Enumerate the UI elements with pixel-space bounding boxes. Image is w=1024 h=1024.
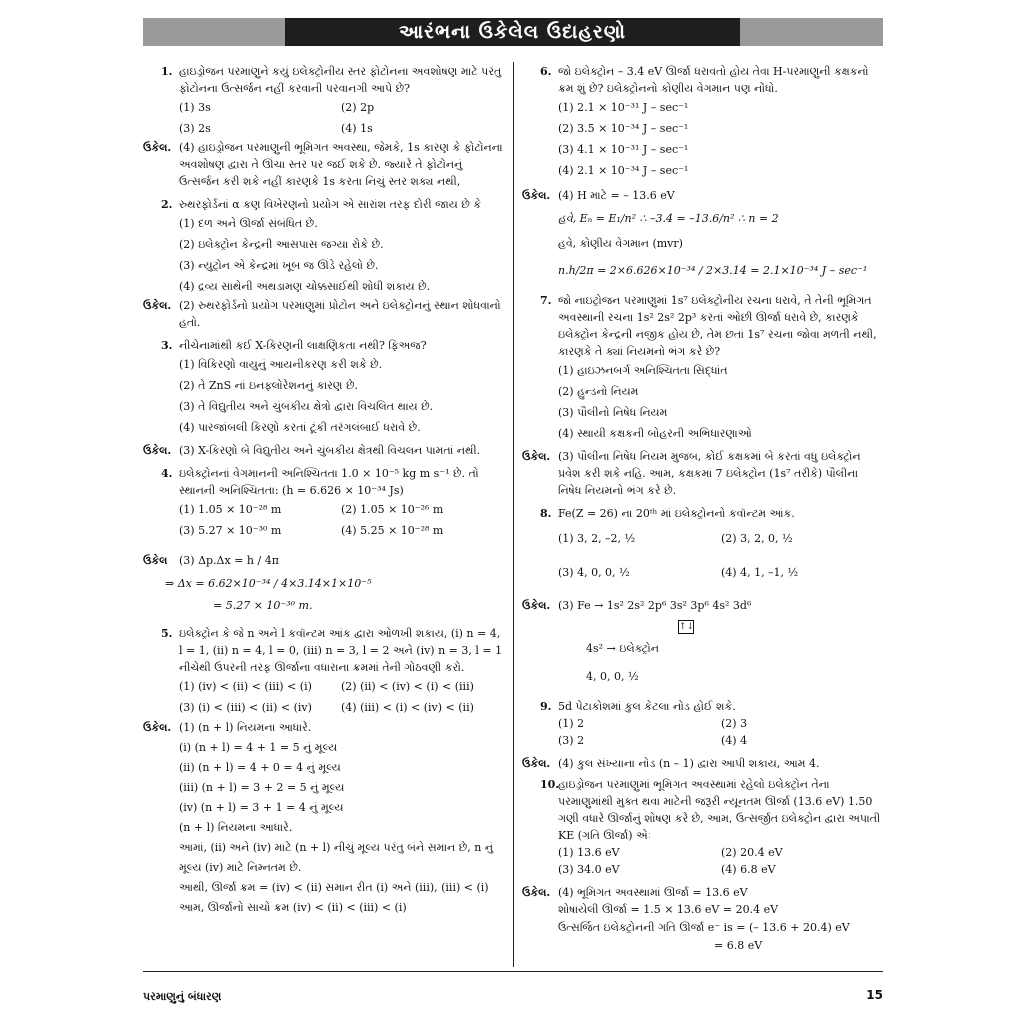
option: (2) 1.05 × 10⁻²⁶ m <box>341 503 444 516</box>
option: (1) (iv) < (ii) < (iii) < (i) <box>179 680 312 693</box>
solution-step: હવે, કોણીય વેગમાન (mvr) <box>558 237 683 250</box>
option: (1) હાઇઝનબર્ગ અનિશ્ચિતતા સિદ્ધાંત <box>558 364 728 377</box>
option: (4) 1s <box>341 122 373 135</box>
option: (3) 4.1 × 10⁻³¹ J – sec⁻¹ <box>558 143 689 156</box>
solution-step: 4s² → ઇલેક્ટ્રોન <box>586 642 659 655</box>
option: (1) 3s <box>179 101 211 114</box>
equation: હવે, Eₙ = E₁/n² ∴ –3.4 = –13.6/n² ∴ n = 2 <box>558 212 779 225</box>
option: (1) 2.1 × 10⁻³¹ J – sec⁻¹ <box>558 101 689 114</box>
solution: ઉકેલ. (1) (n + l) નિયમના આધારે. <box>143 721 312 734</box>
solution-step: (ii) (n + l) = 4 + 0 = 4 નું મૂલ્ય <box>179 761 341 774</box>
solution-step: (n + l) નિયમના આધારે. <box>179 821 293 834</box>
option: (1) વિકિરણો વાયુનું આયનીકરણ કરી શકે છે. <box>179 358 383 371</box>
question-8: 8. Fe(Z = 26) ના 20ᵗʰ માં ઇલેક્ટ્રોનનો કવૉન્ટમ આંક. <box>540 507 795 520</box>
solution: ઉકેલ. (2) રુથરફોર્ડનો પ્રયોગ પરમાણુમાં પ્રોટોન અને ઇલેક્ટ્રોનનું સ્થાન શોધવાનો હતો. <box>143 299 501 329</box>
column-divider <box>513 62 514 967</box>
option: (2) 3.5 × 10⁻³⁴ J – sec⁻¹ <box>558 122 689 135</box>
option: (1) 13.6 eV <box>558 846 620 859</box>
question-text: ઇલેક્ટ્રોનનાં વેગમાનની અનિશ્ચિતતા 1.0 × 10⁻⁵ kg m s⁻¹ છે. તો સ્થાનની અનિશ્ચિતતા: (h = 6.626 × 10⁻³⁴ Js) <box>179 467 479 497</box>
option: (4) 5.25 × 10⁻²⁸ m <box>341 524 444 537</box>
question-text: રુથરફોર્ડનાં α કણ વિખેરણનો પ્રયોગ એ સારાંશ તરફ દોરી જાય છે કે <box>179 198 482 211</box>
question-text: હાઇડ્રોજન પરમાણુને કયું ઇલેક્ટ્રોનીય સ્તર ફોટોનના અવશોષણ માટે પરંતુ ફોટોનના ઉત્સર્જન નહીં કરવાની પરવાનગી આપે છે? <box>179 65 502 95</box>
right-column <box>522 63 884 955</box>
solution: ઉકેલ. (3) પૌલીના નિષેધ નિયમ મુજબ, કોઈ કક્ષકમાં બે કરતાં વધુ ઇલેક્ટ્રોન પ્રવેશ કરી શકે નહિ. આમ, કક્ષકમાં 7 ઇલેક્ટ્રોન (1s⁷ તરીકે) પૌલીના નિષેધ નિયમનો ભંગ કરે છે. <box>522 450 861 497</box>
option: (4) 6.8 eV <box>721 863 776 876</box>
option: (3) પૌલીનો નિષેધ નિયમ <box>558 406 668 419</box>
option: (4) 4 <box>721 734 748 747</box>
solution-step: આમ, ઊર્જાનો સાચો ક્રમ (iv) < (ii) < (iii) < (i) <box>179 901 407 914</box>
option: (4) દ્રવ્ય સાથેની અથડામણ ચોક્કસાઈથી શોધી શકાય છે. <box>179 280 431 293</box>
option: (4) સ્થાયી કક્ષકની બોહરની અભિધારણાઓ <box>558 427 752 440</box>
option: (3) (i) < (iii) < (ii) < (iv) <box>179 701 312 714</box>
options <box>143 676 503 718</box>
question-5: 5. ઇલેક્ટ્રોન કે જે n અને l કવૉન્ટમ આંક દ્વારા ઓળખી શકાય, (i) n = 4, l = 1, (ii) n = 4, l = 0, (iii) n = 3, l = 2 અને (iv) n = 3, l = 1 નીચેથી ઉપરની તરફ ઊર્જાના વધારાના ક્રમમાં તેની ગોઠવણી કરો. <box>161 627 503 674</box>
option: (2) 20.4 eV <box>721 846 783 859</box>
question-text: ઇલેક્ટ્રોન કે જે n અને l કવૉન્ટમ આંક દ્વારા ઓળખી શકાય, (i) n = 4, l = 1, (ii) n = 4, l = 0, (iii) n = 3, l = 2 અને (iv) n = 3, l = 1 નીચેથી ઉપરની તરફ ઊર્જાના વધારાના ક્રમમાં તેની ગોઠવણી કરો. <box>179 627 503 674</box>
question-3: 3. નીચેનામાંથી કઈ X-કિરણની લાક્ષણિકતા નથી? ફિઅજ? <box>161 339 427 352</box>
options <box>143 354 503 438</box>
equation: ⇒ Δx = 6.62×10⁻³⁴ / 4×3.14×1×10⁻⁵ <box>165 577 372 590</box>
option: (2) (ii) < (iv) < (i) < (iii) <box>341 680 474 693</box>
option: (4) (iii) < (i) < (iv) < (ii) <box>341 701 474 714</box>
question-6: 6. જો ઇલેક્ટ્રોન – 3.4 eV ઊર્જા ધરાવતો હોય તેવા H-પરમાણુની કક્ષકનો ક્રમ શું છે? ઇલેક્ટ્રોનનો કોણીય વેગમાન પણ નોંધો. <box>540 65 869 95</box>
left-column <box>143 63 503 918</box>
option: (2) 3, 2, 0, ½ <box>721 532 793 545</box>
solution: ઉકેલ. (3) X-કિરણો બે વિદ્યુતીય અને ચુંબકીય ક્ષેત્રથી વિચલન પામતાં નથી. <box>143 444 481 457</box>
option: (3) 2s <box>179 122 211 135</box>
options <box>143 97 503 139</box>
option: (4) 4, 1, –1, ½ <box>721 566 799 579</box>
page-number: 15 <box>866 988 883 1002</box>
solution: ઉકેલ. (3) Fe → 1s² 2s² 2p⁶ 3s² 3p⁶ 4s² 3d⁶ <box>522 599 752 612</box>
option: (1) 3, 2, –2, ½ <box>558 532 636 545</box>
question-text: જો નાઇટ્રોજન પરમાણુમાં 1s⁷ ઇલેક્ટ્રોનીય રચના ધરાવે, તે તેની ભૂમિગત અવસ્થાની રચના 1s² 2s² 2p³ કરતાં ઓછી ઊર્જા ધરાવે છે, કારણકે ઇલેક્ટ્રોન કેન્દ્રની નજીક હોય છે, તેમ છતાં 1s⁷ રચના જોવા મળતી નથી, કારણકે તે ક્યાં નિયમનો ભંગ કરે છે? <box>558 294 877 358</box>
question-7: 7. જો નાઇટ્રોજન પરમાણુમાં 1s⁷ ઇલેક્ટ્રોનીય રચના ધરાવે, તે તેની ભૂમિગત અવસ્થાની રચના 1s² 2s² 2p³ કરતાં ઓછી ઊર્જા ધરાવે છે, કારણકે ઇલેક્ટ્રોન કેન્દ્રની નજીક હોય છે, તેમ છતાં 1s⁷ રચના જોવા મળતી નથી, કારણકે તે ક્યાં નિયમનો ભંગ કરે છે? <box>540 294 877 358</box>
solution: ઉકેલ. (4) કુલ સંખ્યાના નોડ (n – 1) દ્વારા આપી શકાય, આમ 4. <box>522 757 820 770</box>
option: (2) તે ZnS નાં ઇનફ્લોરેશનનું કારણ છે. <box>179 379 358 392</box>
question-text: Fe(Z = 26) ના 20ᵗʰ માં ઇલેક્ટ્રોનનો કવૉન્ટમ આંક. <box>558 507 795 520</box>
solution: ઉકેલ. (4) હાઇડ્રોજન પરમાણુની ભૂમિગત અવસ્થા, જેમકે, 1s કારણ કે ફોટોનના અવશોષણ દ્વારા તે ઊંચા સ્તર પર જઈ શકે છે. જ્યારે તે ફોટોનનું ઉત્સર્જન કરી શકે નહીં કારણકે 1s કરતા નિચું સ્તર શક્ય નથી, <box>143 141 503 188</box>
options <box>143 213 503 297</box>
solution: ઉકેલ. (4) H માટે = – 13.6 eV <box>522 189 675 202</box>
options <box>522 360 884 444</box>
solution-step: 4, 0, 0, ½ <box>586 670 639 683</box>
option: (2) ઇલેક્ટ્રોન કેન્દ્રની આસપાસ જગ્યા રોકે છે. <box>179 238 384 251</box>
page-title: આરંભના ઉકેલેલ ઉદાહરણો <box>285 18 740 46</box>
option: (3) 4, 0, 0, ½ <box>558 566 630 579</box>
orbital-box-row <box>522 616 884 636</box>
question-1: 1. હાઇડ્રોજન પરમાણુને કયું ઇલેક્ટ્રોનીય સ્તર ફોટોનના અવશોષણ માટે પરંતુ ફોટોનના ઉત્સર્જન નહીં કરવાની પરવાનગી આપે છે? <box>161 65 502 95</box>
option: (2) 2p <box>341 101 375 114</box>
option: (1) 1.05 × 10⁻²⁸ m <box>179 503 282 516</box>
question-text: હાઇડ્રોજન પરમાણુમાં ભૂમિગત અવસ્થામાં રહેલો ઇલેક્ટ્રોન તેના પરમાણુમાંથી મુક્ત થવા માટેની જરૂરી ન્યૂનતમ ઊર્જા (13.6 eV) 1.50 ગણી વધારે ઊર્જાનું શોષણ કરે છે, આમ, ઉત્સર્જીત ઇલેક્ટ્રોન દ્વારા અપાતી KE (ગતિ ઊર્જા) એઃ <box>558 778 881 842</box>
option: (3) તે વિદ્યુતીય અને ચુંબકીય ક્ષેત્રો દ્વારા વિચલિત થાય છે. <box>179 400 434 413</box>
question-10: 10. હાઇડ્રોજન પરમાણુમાં ભૂમિગત અવસ્થામાં રહેલો ઇલેક્ટ્રોન તેના પરમાણુમાંથી મુક્ત થવા માટેની જરૂરી ન્યૂનતમ ઊર્જા (13.6 eV) 1.50 ગણી વધારે ઊર્જાનું શોષણ કરે છે, આમ, ઉત્સર્જીત ઇલેક્ટ્રોન દ્વારા અપાતી KE (ગતિ ઊર્જા) એઃ <box>540 778 881 842</box>
option: (4) 2.1 × 10⁻³⁴ J – sec⁻¹ <box>558 164 689 177</box>
solution-step: (iii) (n + l) = 3 + 2 = 5 નું મૂલ્ય <box>179 781 345 794</box>
question-text: જો ઇલેક્ટ્રોન – 3.4 eV ઊર્જા ધરાવતો હોય તેવા H-પરમાણુની કક્ષકનો ક્રમ શું છે? ઇલેક્ટ્રોનનો કોણીય વેગમાન પણ નોંધો. <box>558 65 869 95</box>
question-2: 2. રુથરફોર્ડનાં α કણ વિખેરણનો પ્રયોગ એ સારાંશ તરફ દોરી જાય છે કે <box>161 198 482 211</box>
solution-step: આમાં, (ii) અને (iv) માટે (n + l) નીચું મૂલ્ય પરંતુ બંને સમાન છે, n નું મૂલ્ય (iv) માટે નિમ્નતમ છે. <box>179 841 494 874</box>
option: (1) 2 <box>558 717 585 730</box>
solution-step: ઉત્સર્જિત ઇલેક્ટ્રોનની ગતિ ઊર્જા e⁻ is = (– 13.6 + 20.4) eV <box>558 921 850 934</box>
option: (4) પારજાંબલી કિરણો કરતાં ટૂંકી તરંગલંબાઈ ધરાવે છે. <box>179 421 421 434</box>
option: (3) 34.0 eV <box>558 863 620 876</box>
chapter-title: પરમાણુનું બંધારણ <box>143 990 222 1003</box>
option: (3) 5.27 × 10⁻³⁰ m <box>179 524 282 537</box>
question-9: 9. 5d પેટાકોશમાં કુલ કેટલા નોડ હોઈ શકે. <box>540 700 736 713</box>
equation: n.h/2π = 2×6.626×10⁻³⁴ / 2×3.14 = 2.1×10⁻³⁴ J – sec⁻¹ <box>558 264 868 277</box>
solution-step: શોષાયેલી ઊર્જા = 1.5 × 13.6 eV = 20.4 eV <box>558 903 779 916</box>
option: (2) 3 <box>721 717 748 730</box>
option: (3) ન્યુટ્રોન એ કેન્દ્રમાં ખૂબ જ ઊંડે રહેલો છે. <box>179 259 379 272</box>
solution-step: = 6.8 eV <box>714 939 763 952</box>
solution: ઉકેલ (3) Δp.Δx = h / 4π <box>143 554 279 567</box>
solution-step: (i) (n + l) = 4 + 1 = 5 નું મૂલ્ય <box>179 741 338 754</box>
orbital-box: ↑↓ <box>679 622 695 632</box>
question-4: 4. ઇલેક્ટ્રોનનાં વેગમાનની અનિશ્ચિતતા 1.0 × 10⁻⁵ kg m s⁻¹ છે. તો સ્થાનની અનિશ્ચિતતા: (h = 6.626 × 10⁻³⁴ Js) <box>161 467 479 497</box>
question-text: 5d પેટાકોશમાં કુલ કેટલા નોડ હોઈ શકે. <box>558 700 736 713</box>
options <box>522 522 884 590</box>
options <box>522 844 884 878</box>
options <box>143 499 503 541</box>
solution-step: આથી, ઊર્જા ક્રમ = (iv) < (ii) સમાન રીત (i) અને (iii), (iii) < (i) <box>179 881 489 894</box>
options <box>522 97 884 181</box>
question-text: નીચેનામાંથી કઈ X-કિરણની લાક્ષણિકતા નથી? ફિઅજ? <box>179 339 427 352</box>
equation: = 5.27 × 10⁻³⁰ m. <box>213 599 313 612</box>
option: (2) હુન્ડનો નિયમ <box>558 385 639 398</box>
solution: ઉકેલ. (4) ભૂમિગત અવસ્થામાં ઊર્જા = 13.6 eV <box>522 886 748 899</box>
option: (3) 2 <box>558 734 585 747</box>
option: (1) દળ અને ઊર્જા સંબંધિત છે. <box>179 217 318 230</box>
solution-step: (iv) (n + l) = 3 + 1 = 4 નું મૂલ્ય <box>179 801 344 814</box>
options <box>522 715 884 749</box>
footer-rule <box>143 971 883 972</box>
